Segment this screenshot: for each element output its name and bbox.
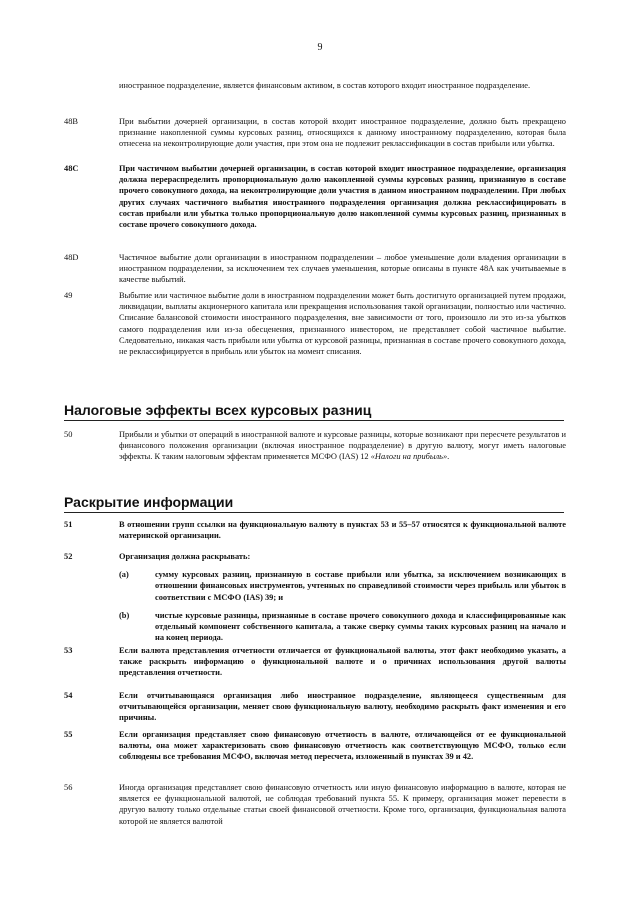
paragraph-text: Организация должна раскрывать:	[119, 552, 251, 561]
paragraph-52	[64, 551, 566, 643]
paragraph-number: 52	[64, 552, 73, 561]
heading-rule	[64, 420, 564, 421]
list-item-label: (a)	[119, 570, 129, 580]
paragraph-text: При частичном выбытии дочерней организации, в состав которой входит иностранное подразделение, организация должна перераспределить пропорциональную долю накопленной суммы курсовых разниц, признанную в составе прочего совокупного дохода, на неконтролирующие доли участия в данном иностранном подразделении. При любых других случаях частичного выбытия иностранного подразделения организация должна реклассифицировать в состав прибыли или убытка только пропорциональную долю накопленной суммы курсовых разниц, признанных в составе прочего совокупного дохода.	[119, 164, 566, 230]
paragraph-text: В отношении групп ссылки на функциональную валюту в пунктах 53 и 55–57 относятся к функциональной валюте материнской организации.	[119, 520, 566, 541]
paragraph-number: 50	[64, 430, 73, 439]
paragraph-number: 51	[64, 520, 73, 529]
paragraph-text: При выбытии дочерней организации, в состав которой входит иностранное подразделение, должно быть прекращено признание накопленной суммы курсовых разниц, относящихся к данному иностранному подразделению, которая была отнесена на неконтролирующие доли участия, при этом она не подлежит реклассификации в состав прибыли или убытка.	[119, 117, 566, 149]
paragraph-56	[64, 782, 566, 827]
paragraph-text: Частичное выбытие доли организации в иностранном подразделении – любое уменьшение доли владения организации в иностранном подразделении, за исключением тех случаев уменьшения, которые описаны в пункте 48А как учитываемые в качестве выбытий.	[119, 253, 566, 285]
paragraph-number: 49	[64, 291, 73, 300]
paragraph-51	[64, 519, 566, 541]
paragraph-number: 54	[64, 691, 73, 700]
list-item-label: (b)	[119, 610, 130, 620]
list-item-b	[119, 610, 566, 644]
section-heading-disclosure	[64, 494, 564, 510]
paragraph-text: Если организация представляет свою финансовую отчетность в валюте, отличающейся от ее функциональной валюты, она может характеризовать свою финансовую отчетность как соответствующую МСФО, только если соблюдены все требования МСФО, включая метод пересчета, изложенный в пунктах 39 и 42.	[119, 730, 566, 762]
paragraph-number: 56	[64, 783, 73, 792]
paragraph-50	[64, 429, 566, 463]
paragraph-text	[119, 429, 566, 463]
paragraph-number: 48B	[64, 117, 78, 126]
intro-continuation: иностранное подразделение, является финансовым активом, в состав которого входит иностранное подразделение.	[119, 81, 531, 90]
list-item-text: чистые курсовые разницы, признанные в составе прочего совокупного дохода и классифицированные как отдельный компонент собственного капитала, а также сверку суммы таких курсовых разниц на начало и на конец периода.	[155, 610, 566, 643]
section-heading-tax	[64, 402, 564, 418]
paragraph-text-tail: .	[447, 452, 450, 462]
paragraph-number: 48D	[64, 253, 79, 262]
paragraph-text: Если валюта представления отчетности отличается от функциональной валюты, этот факт необходимо указать, а также раскрыть информацию о функциональной валюте и о причинах использования другой валюты представления отчетности.	[119, 646, 566, 678]
paragraph-body	[119, 551, 566, 643]
paragraph-48c	[64, 163, 566, 230]
paragraph-48d	[64, 252, 566, 286]
list-item-text: сумму курсовых разниц, признанную в составе прибыли или убытка, за исключением возникающих в отношении финансовых инструментов, учтенных по справедливой стоимости через прибыль или убыток в соответствии с МСФО (IAS) 39; и	[155, 570, 566, 602]
paragraph-text: Если отчитывающаяся организация либо иностранное подразделение, являющееся существенным для отчитывающейся организации, меняет свою функциональную валюту, необходимо раскрыть факт изменения и его причины.	[119, 691, 566, 723]
paragraph-number: 55	[64, 730, 73, 739]
heading-text: Налоговые эффекты всех курсовых разниц	[64, 402, 375, 418]
paragraph-text: Иногда организация представляет свою финансовую отчетность или иную финансовую информацию в валюте, которая не является ее функциональной валютой, не соблюдая требований пункта 55. К примеру, организация может перевести в другую валюту только отдельные статьи своей финансовой отчетности. Кроме того, организация, функциональная валюта которой не является валютой	[119, 783, 566, 826]
paragraph-text: Выбытие или частичное выбытие доли в иностранном подразделении может быть достигнуто организацией путем продажи, ликвидации, выплаты акционерного капитала или прекращения использования такой организации, полностью или частично. Списание балансовой стоимости иностранного подразделения, вне зависимости от того, произошло ли это из-за убытков самого подразделения или из-за обесценения, признанного инвестором, не представляет собой частичное выбытие. Следовательно, никакая часть прибыли или убытка от курсовой разницы, признанная в составе прочего совокупного дохода, не реклассифицируется в прибыль или убыток на момент списания.	[119, 291, 567, 357]
heading-rule	[64, 512, 564, 513]
list-item-a	[119, 569, 566, 603]
paragraph-54	[64, 690, 566, 724]
heading-text: Раскрытие информации	[64, 494, 237, 510]
standard-title: «Налоги на прибыль»	[370, 452, 448, 462]
paragraph-53	[64, 645, 566, 679]
paragraph-number: 48C	[64, 164, 79, 173]
paragraph-48b	[64, 116, 566, 150]
paragraph-49	[64, 290, 566, 357]
paragraph-text-main: Прибыли и убытки от операций в иностранной валюте и курсовые разницы, которые возникают при пересчете результатов и финансового положения организации (включая иностранное подразделение) в другую валюту, могут иметь налоговые эффекты. К таким налоговым эффектам применяется МСФО (IAS) 12	[119, 430, 566, 462]
page-number: 9	[317, 42, 323, 53]
paragraph-number: 53	[64, 646, 73, 655]
paragraph-55	[64, 729, 566, 763]
